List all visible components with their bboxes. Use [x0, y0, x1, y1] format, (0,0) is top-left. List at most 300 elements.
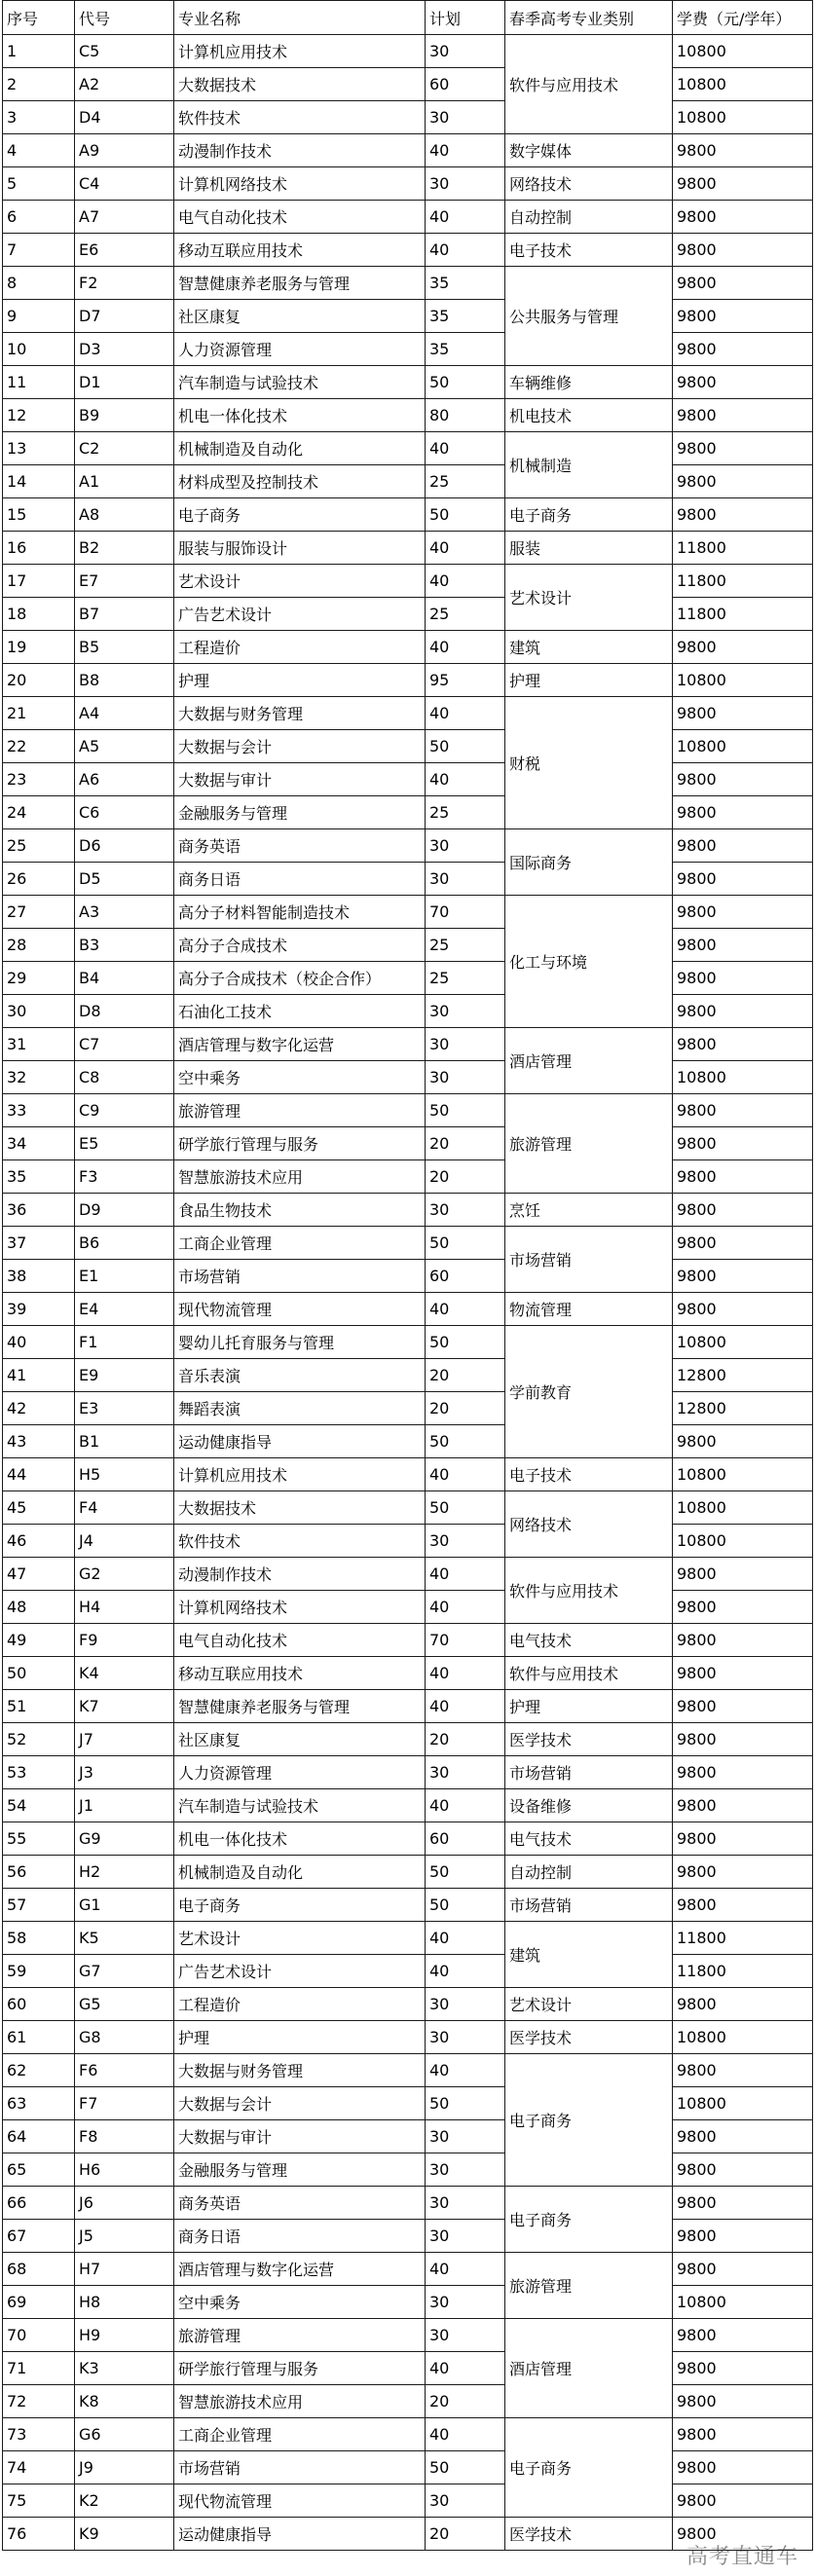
cell-plan: 40 — [426, 532, 505, 565]
table-body — [3, 35, 813, 2551]
cell-code: H2 — [75, 1856, 174, 1889]
cell-plan: 30 — [426, 1194, 505, 1227]
cell-tuition: 9800 — [673, 2187, 813, 2220]
cell-code: D1 — [75, 366, 174, 399]
plan-table-sheet — [2, 0, 812, 2551]
cell-major-name: 汽车制造与试验技术 — [174, 1789, 426, 1822]
cell-major-name: 工商企业管理 — [174, 2418, 426, 2451]
table-row — [3, 1326, 813, 1359]
cell-plan: 20 — [426, 1160, 505, 1194]
cell-category: 医学技术 — [505, 1723, 673, 1756]
cell-code: H9 — [75, 2319, 174, 2352]
cell-plan: 35 — [426, 333, 505, 366]
cell-plan: 40 — [426, 432, 505, 465]
cell-code: K9 — [75, 2518, 174, 2551]
cell-major-name: 软件技术 — [174, 1525, 426, 1558]
header-code: 代号 — [75, 1, 174, 35]
cell-code: D5 — [75, 863, 174, 896]
cell-index: 23 — [3, 763, 75, 796]
cell-code: C8 — [75, 1061, 174, 1094]
cell-category: 数字媒体 — [505, 134, 673, 167]
cell-code: K2 — [75, 2484, 174, 2518]
cell-plan: 20 — [426, 2385, 505, 2418]
cell-index: 52 — [3, 1723, 75, 1756]
table-row — [3, 234, 813, 267]
cell-plan: 20 — [426, 1127, 505, 1160]
cell-index: 12 — [3, 399, 75, 432]
cell-major-name: 广告艺术设计 — [174, 598, 426, 631]
cell-category: 电子商务 — [505, 2418, 673, 2518]
table-row — [3, 1955, 813, 1988]
cell-code: C2 — [75, 432, 174, 465]
cell-tuition: 9800 — [673, 234, 813, 267]
cell-index: 70 — [3, 2319, 75, 2352]
table-row — [3, 1922, 813, 1955]
cell-major-name: 人力资源管理 — [174, 1756, 426, 1789]
cell-major-name: 大数据与财务管理 — [174, 2054, 426, 2087]
cell-tuition: 9800 — [673, 929, 813, 962]
cell-major-name: 计算机网络技术 — [174, 167, 426, 201]
cell-major-name: 人力资源管理 — [174, 333, 426, 366]
cell-tuition: 9800 — [673, 1558, 813, 1591]
table-row — [3, 1525, 813, 1558]
cell-index: 72 — [3, 2385, 75, 2418]
cell-major-name: 电子商务 — [174, 1889, 426, 1922]
table-row — [3, 1061, 813, 1094]
cell-tuition: 11800 — [673, 598, 813, 631]
cell-code: F8 — [75, 2120, 174, 2153]
cell-index: 13 — [3, 432, 75, 465]
cell-plan: 50 — [426, 1227, 505, 1260]
cell-tuition: 11800 — [673, 532, 813, 565]
cell-category: 艺术设计 — [505, 565, 673, 631]
cell-major-name: 机械制造及自动化 — [174, 1856, 426, 1889]
cell-code: G7 — [75, 1955, 174, 1988]
cell-plan: 50 — [426, 1425, 505, 1458]
cell-code: J6 — [75, 2187, 174, 2220]
cell-category: 电气技术 — [505, 1822, 673, 1856]
cell-index: 11 — [3, 366, 75, 399]
cell-index: 46 — [3, 1525, 75, 1558]
cell-tuition: 10800 — [673, 1491, 813, 1525]
cell-index: 28 — [3, 929, 75, 962]
cell-category: 机电技术 — [505, 399, 673, 432]
cell-category: 医学技术 — [505, 2518, 673, 2551]
table-row — [3, 1657, 813, 1690]
cell-plan: 30 — [426, 1061, 505, 1094]
cell-index: 67 — [3, 2220, 75, 2253]
cell-major-name: 高分子合成技术（校企合作） — [174, 962, 426, 995]
cell-index: 59 — [3, 1955, 75, 1988]
cell-code: J1 — [75, 1789, 174, 1822]
cell-code: K5 — [75, 1922, 174, 1955]
cell-index: 27 — [3, 896, 75, 929]
table-row — [3, 763, 813, 796]
table-row — [3, 432, 813, 465]
cell-major-name: 工程造价 — [174, 631, 426, 664]
table-row — [3, 1359, 813, 1392]
cell-index: 57 — [3, 1889, 75, 1922]
cell-plan: 25 — [426, 465, 505, 498]
cell-code: A9 — [75, 134, 174, 167]
cell-plan: 60 — [426, 1822, 505, 1856]
cell-plan: 40 — [426, 631, 505, 664]
cell-tuition: 9800 — [673, 134, 813, 167]
cell-tuition: 9800 — [673, 2054, 813, 2087]
cell-major-name: 智慧旅游技术应用 — [174, 2385, 426, 2418]
cell-category: 电子商务 — [505, 2187, 673, 2253]
cell-tuition: 10800 — [673, 730, 813, 763]
cell-major-name: 社区康复 — [174, 300, 426, 333]
cell-category: 服装 — [505, 532, 673, 565]
cell-index: 36 — [3, 1194, 75, 1227]
cell-category: 旅游管理 — [505, 1094, 673, 1194]
cell-plan: 30 — [426, 101, 505, 134]
cell-tuition: 9800 — [673, 863, 813, 896]
table-row — [3, 267, 813, 300]
cell-tuition: 9800 — [673, 366, 813, 399]
cell-major-name: 机电一体化技术 — [174, 1822, 426, 1856]
table-row — [3, 1094, 813, 1127]
cell-major-name: 护理 — [174, 2021, 426, 2054]
cell-tuition: 9800 — [673, 1028, 813, 1061]
cell-category: 护理 — [505, 1690, 673, 1723]
cell-code: B8 — [75, 664, 174, 697]
cell-tuition: 9800 — [673, 201, 813, 234]
cell-code: F7 — [75, 2087, 174, 2120]
cell-index: 51 — [3, 1690, 75, 1723]
table-row — [3, 465, 813, 498]
cell-tuition: 12800 — [673, 1359, 813, 1392]
cell-major-name: 酒店管理与数字化运营 — [174, 1028, 426, 1061]
table-row — [3, 565, 813, 598]
cell-tuition: 9800 — [673, 2484, 813, 2518]
table-row — [3, 1756, 813, 1789]
cell-major-name: 音乐表演 — [174, 1359, 426, 1392]
cell-code: D9 — [75, 1194, 174, 1227]
table-row — [3, 2187, 813, 2220]
table-row — [3, 962, 813, 995]
cell-major-name: 计算机应用技术 — [174, 1458, 426, 1491]
cell-code: C6 — [75, 796, 174, 829]
cell-code: F6 — [75, 2054, 174, 2087]
cell-tuition: 10800 — [673, 1326, 813, 1359]
cell-plan: 50 — [426, 1094, 505, 1127]
cell-tuition: 9800 — [673, 333, 813, 366]
cell-plan: 30 — [426, 2220, 505, 2253]
cell-major-name: 现代物流管理 — [174, 2484, 426, 2518]
table-row — [3, 664, 813, 697]
cell-major-name: 软件技术 — [174, 101, 426, 134]
cell-category: 化工与环境 — [505, 896, 673, 1028]
cell-tuition: 10800 — [673, 1525, 813, 1558]
table-row — [3, 2120, 813, 2153]
cell-tuition: 9800 — [673, 1756, 813, 1789]
cell-index: 8 — [3, 267, 75, 300]
table-row — [3, 532, 813, 565]
header-major-name: 专业名称 — [174, 1, 426, 35]
cell-index: 53 — [3, 1756, 75, 1789]
cell-code: F9 — [75, 1624, 174, 1657]
cell-plan: 50 — [426, 2451, 505, 2484]
table-row — [3, 1558, 813, 1591]
cell-tuition: 9800 — [673, 1856, 813, 1889]
cell-major-name: 智慧健康养老服务与管理 — [174, 267, 426, 300]
cell-plan: 30 — [426, 2120, 505, 2153]
cell-tuition: 9800 — [673, 2319, 813, 2352]
cell-tuition: 9800 — [673, 2518, 813, 2551]
cell-major-name: 材料成型及控制技术 — [174, 465, 426, 498]
table-row — [3, 1591, 813, 1624]
cell-category: 市场营销 — [505, 1889, 673, 1922]
cell-code: A8 — [75, 498, 174, 532]
cell-tuition: 9800 — [673, 1690, 813, 1723]
cell-tuition: 10800 — [673, 101, 813, 134]
cell-major-name: 高分子合成技术 — [174, 929, 426, 962]
cell-major-name: 动漫制作技术 — [174, 1558, 426, 1591]
table-row — [3, 1856, 813, 1889]
table-row — [3, 1392, 813, 1425]
cell-tuition: 9800 — [673, 2253, 813, 2286]
table-row — [3, 1491, 813, 1525]
cell-plan: 40 — [426, 134, 505, 167]
cell-index: 68 — [3, 2253, 75, 2286]
table-header-row — [3, 1, 813, 35]
cell-major-name: 市场营销 — [174, 2451, 426, 2484]
cell-tuition: 10800 — [673, 1458, 813, 1491]
cell-plan: 30 — [426, 863, 505, 896]
cell-plan: 50 — [426, 1889, 505, 1922]
cell-plan: 40 — [426, 2418, 505, 2451]
cell-tuition: 9800 — [673, 2451, 813, 2484]
cell-major-name: 移动互联应用技术 — [174, 234, 426, 267]
cell-category: 网络技术 — [505, 1491, 673, 1558]
cell-code: K4 — [75, 1657, 174, 1690]
cell-code: J7 — [75, 1723, 174, 1756]
table-row — [3, 631, 813, 664]
table-row — [3, 1127, 813, 1160]
cell-plan: 30 — [426, 995, 505, 1028]
cell-major-name: 金融服务与管理 — [174, 796, 426, 829]
cell-code: G5 — [75, 1988, 174, 2021]
cell-category: 车辆维修 — [505, 366, 673, 399]
cell-index: 37 — [3, 1227, 75, 1260]
cell-code: B1 — [75, 1425, 174, 1458]
cell-code: K7 — [75, 1690, 174, 1723]
cell-code: G6 — [75, 2418, 174, 2451]
cell-tuition: 9800 — [673, 2385, 813, 2418]
cell-code: A7 — [75, 201, 174, 234]
cell-plan: 40 — [426, 1458, 505, 1491]
cell-tuition: 9800 — [673, 1889, 813, 1922]
cell-index: 41 — [3, 1359, 75, 1392]
cell-tuition: 9800 — [673, 465, 813, 498]
cell-major-name: 研学旅行管理与服务 — [174, 2352, 426, 2385]
table-row — [3, 2253, 813, 2286]
cell-code: B3 — [75, 929, 174, 962]
cell-code: D6 — [75, 829, 174, 863]
cell-plan: 40 — [426, 2352, 505, 2385]
cell-tuition: 9800 — [673, 1425, 813, 1458]
cell-major-name: 食品生物技术 — [174, 1194, 426, 1227]
table-row — [3, 995, 813, 1028]
cell-index: 17 — [3, 565, 75, 598]
cell-tuition: 10800 — [673, 1061, 813, 1094]
cell-tuition: 9800 — [673, 896, 813, 929]
table-row — [3, 2451, 813, 2484]
cell-code: A4 — [75, 697, 174, 730]
cell-major-name: 汽车制造与试验技术 — [174, 366, 426, 399]
cell-index: 65 — [3, 2153, 75, 2187]
enrollment-plan-table — [2, 0, 813, 2551]
cell-major-name: 商务英语 — [174, 2187, 426, 2220]
cell-plan: 40 — [426, 1789, 505, 1822]
cell-plan: 40 — [426, 201, 505, 234]
table-row — [3, 829, 813, 863]
table-row — [3, 1624, 813, 1657]
table-row — [3, 929, 813, 962]
table-row — [3, 896, 813, 929]
cell-major-name: 大数据与审计 — [174, 763, 426, 796]
cell-major-name: 商务英语 — [174, 829, 426, 863]
cell-index: 47 — [3, 1558, 75, 1591]
cell-tuition: 9800 — [673, 763, 813, 796]
cell-index: 26 — [3, 863, 75, 896]
cell-code: G2 — [75, 1558, 174, 1591]
cell-index: 60 — [3, 1988, 75, 2021]
cell-category: 公共服务与管理 — [505, 267, 673, 366]
cell-tuition: 9800 — [673, 829, 813, 863]
cell-major-name: 市场营销 — [174, 1260, 426, 1293]
cell-major-name: 空中乘务 — [174, 2286, 426, 2319]
cell-code: E5 — [75, 1127, 174, 1160]
cell-tuition: 9800 — [673, 1194, 813, 1227]
cell-code: C5 — [75, 35, 174, 68]
cell-tuition: 9800 — [673, 498, 813, 532]
cell-plan: 30 — [426, 2286, 505, 2319]
cell-plan: 70 — [426, 1624, 505, 1657]
cell-category: 设备维修 — [505, 1789, 673, 1822]
cell-major-name: 工商企业管理 — [174, 1227, 426, 1260]
cell-index: 33 — [3, 1094, 75, 1127]
cell-tuition: 9800 — [673, 399, 813, 432]
cell-index: 2 — [3, 68, 75, 101]
cell-index: 48 — [3, 1591, 75, 1624]
cell-tuition: 10800 — [673, 35, 813, 68]
cell-plan: 25 — [426, 598, 505, 631]
cell-major-name: 研学旅行管理与服务 — [174, 1127, 426, 1160]
cell-code: A1 — [75, 465, 174, 498]
table-row — [3, 2220, 813, 2253]
cell-plan: 30 — [426, 1756, 505, 1789]
cell-category: 物流管理 — [505, 1293, 673, 1326]
cell-index: 31 — [3, 1028, 75, 1061]
cell-code: C4 — [75, 167, 174, 201]
cell-plan: 25 — [426, 929, 505, 962]
cell-index: 56 — [3, 1856, 75, 1889]
cell-major-name: 空中乘务 — [174, 1061, 426, 1094]
cell-major-name: 大数据与财务管理 — [174, 697, 426, 730]
cell-plan: 40 — [426, 234, 505, 267]
cell-plan: 30 — [426, 1988, 505, 2021]
cell-major-name: 现代物流管理 — [174, 1293, 426, 1326]
table-row — [3, 1988, 813, 2021]
cell-index: 25 — [3, 829, 75, 863]
header-tuition: 学费（元/学年） — [673, 1, 813, 35]
cell-index: 76 — [3, 2518, 75, 2551]
cell-category: 酒店管理 — [505, 1028, 673, 1094]
cell-tuition: 9800 — [673, 995, 813, 1028]
cell-index: 54 — [3, 1789, 75, 1822]
cell-index: 75 — [3, 2484, 75, 2518]
cell-code: H6 — [75, 2153, 174, 2187]
cell-tuition: 9800 — [673, 1657, 813, 1690]
cell-category: 电子技术 — [505, 234, 673, 267]
cell-tuition: 9800 — [673, 267, 813, 300]
cell-category: 网络技术 — [505, 167, 673, 201]
cell-major-name: 智慧健康养老服务与管理 — [174, 1690, 426, 1723]
cell-index: 1 — [3, 35, 75, 68]
cell-category: 市场营销 — [505, 1227, 673, 1293]
cell-major-name: 大数据与会计 — [174, 730, 426, 763]
cell-category: 市场营销 — [505, 1756, 673, 1789]
cell-tuition: 11800 — [673, 1922, 813, 1955]
cell-category: 软件与应用技术 — [505, 1558, 673, 1624]
cell-plan: 25 — [426, 962, 505, 995]
table-row — [3, 333, 813, 366]
cell-plan: 60 — [426, 68, 505, 101]
cell-index: 29 — [3, 962, 75, 995]
cell-plan: 40 — [426, 1690, 505, 1723]
cell-index: 19 — [3, 631, 75, 664]
table-row — [3, 399, 813, 432]
table-row — [3, 1690, 813, 1723]
table-row — [3, 2021, 813, 2054]
cell-code: B9 — [75, 399, 174, 432]
table-row — [3, 598, 813, 631]
cell-major-name: 护理 — [174, 664, 426, 697]
cell-major-name: 旅游管理 — [174, 2319, 426, 2352]
cell-major-name: 大数据技术 — [174, 68, 426, 101]
cell-category: 酒店管理 — [505, 2319, 673, 2418]
cell-tuition: 9800 — [673, 1160, 813, 1194]
cell-index: 71 — [3, 2352, 75, 2385]
table-row — [3, 1723, 813, 1756]
cell-index: 50 — [3, 1657, 75, 1690]
cell-plan: 35 — [426, 267, 505, 300]
cell-category: 艺术设计 — [505, 1988, 673, 2021]
cell-index: 69 — [3, 2286, 75, 2319]
cell-tuition: 9800 — [673, 1988, 813, 2021]
table-row — [3, 730, 813, 763]
table-row — [3, 167, 813, 201]
cell-index: 10 — [3, 333, 75, 366]
cell-plan: 30 — [426, 1028, 505, 1061]
cell-category: 电子商务 — [505, 2054, 673, 2187]
cell-index: 24 — [3, 796, 75, 829]
cell-code: E6 — [75, 234, 174, 267]
cell-category: 财税 — [505, 697, 673, 829]
table-row — [3, 2418, 813, 2451]
cell-code: D3 — [75, 333, 174, 366]
cell-tuition: 10800 — [673, 664, 813, 697]
cell-plan: 30 — [426, 829, 505, 863]
cell-major-name: 大数据与审计 — [174, 2120, 426, 2153]
cell-plan: 40 — [426, 1591, 505, 1624]
cell-major-name: 移动互联应用技术 — [174, 1657, 426, 1690]
table-row — [3, 1889, 813, 1922]
cell-plan: 40 — [426, 1922, 505, 1955]
